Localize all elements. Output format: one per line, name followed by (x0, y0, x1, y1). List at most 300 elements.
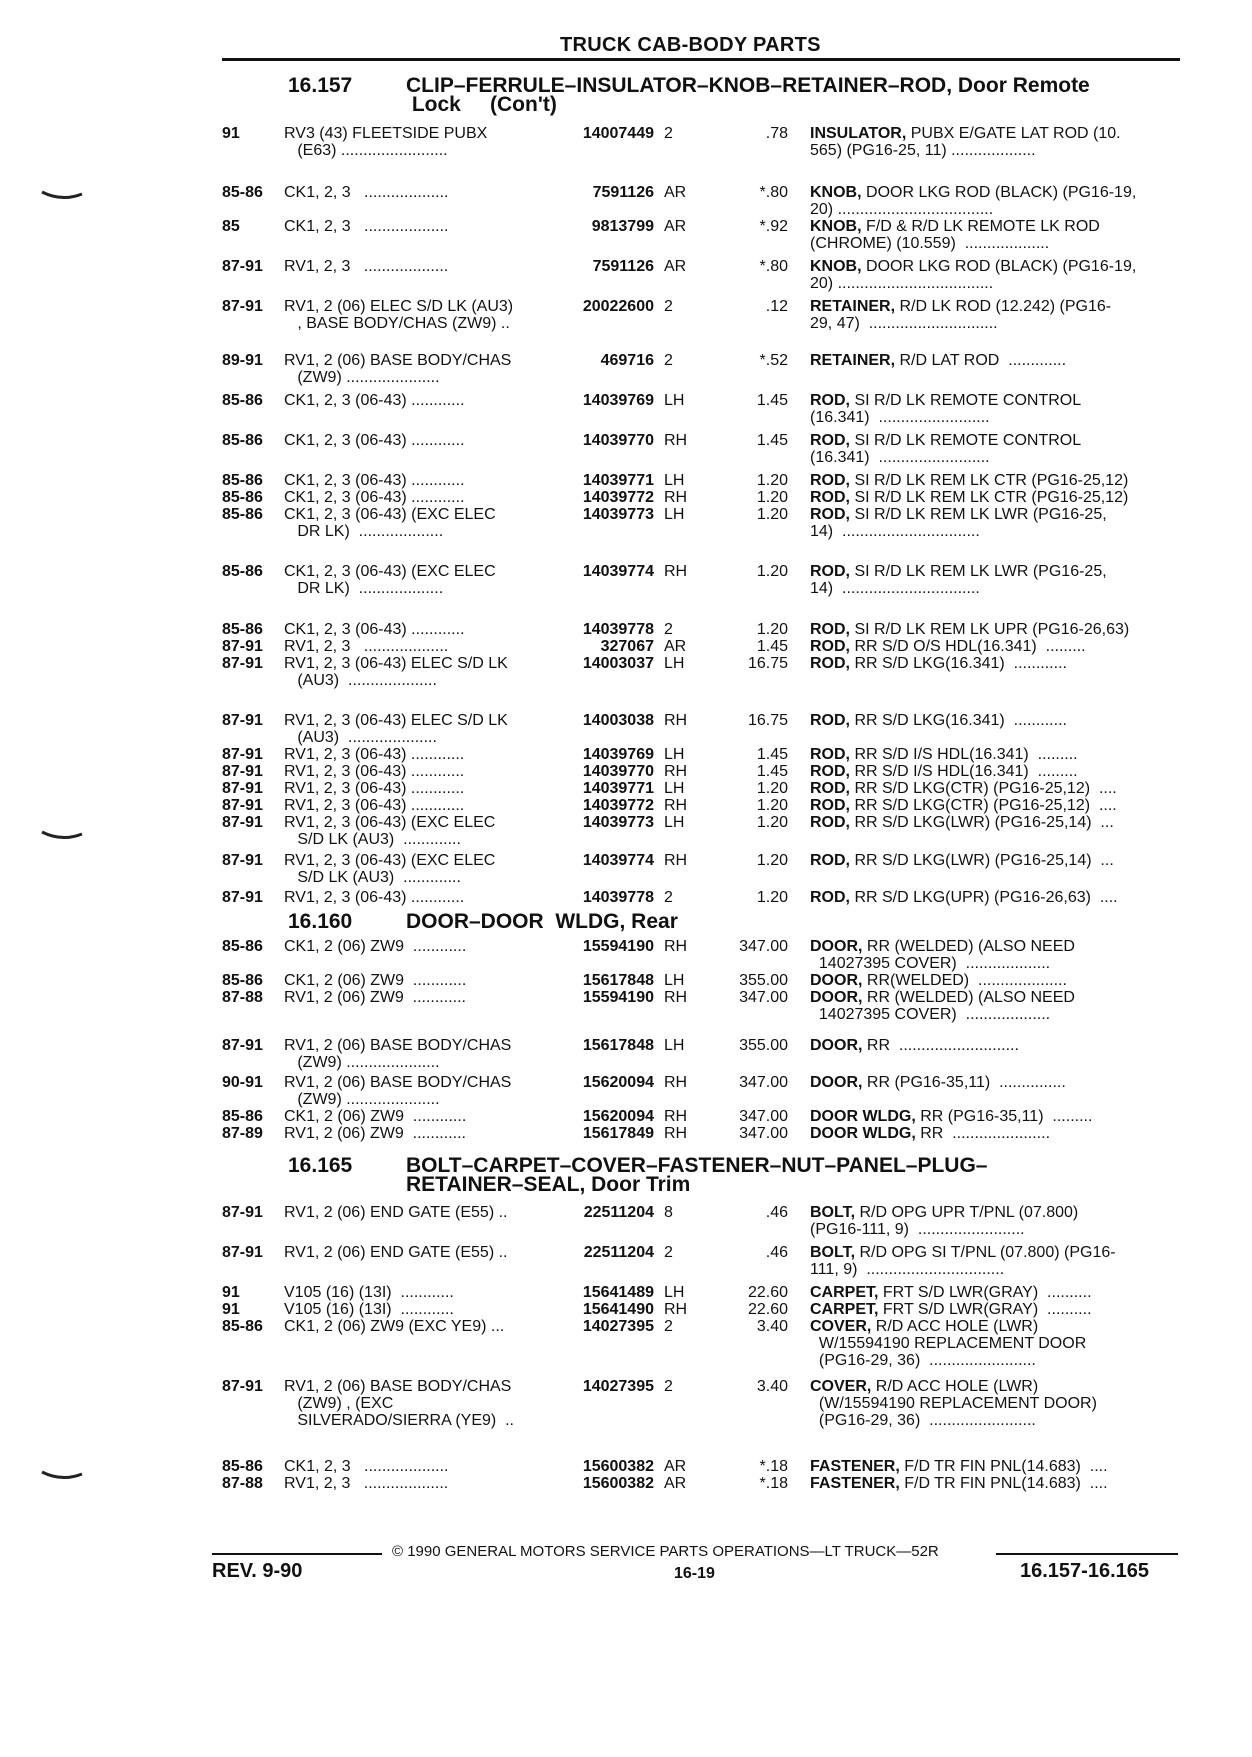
part-name: ROD, (810, 814, 850, 831)
part-number: 14039778 (582, 889, 654, 906)
part-number: 15620094 (582, 1108, 654, 1125)
price: 1.45 (756, 638, 788, 655)
quantity: LH (664, 1037, 685, 1054)
price: *.18 (759, 1475, 788, 1492)
part-detail: RR S/D I/S HDL(16.341) ......... (850, 746, 1078, 763)
part-description (810, 298, 1178, 332)
part-detail: R/D OPG SI T/PNL (07.800) (PG16- 111, 9) ............................... (810, 1244, 1116, 1278)
price: 1.20 (756, 506, 788, 523)
part-number: 14027395 (582, 1378, 654, 1395)
punch-mark-icon (40, 1470, 84, 1480)
model-years: 85-86 (222, 392, 263, 409)
quantity: AR (664, 1458, 687, 1475)
part-name: KNOB, (810, 258, 862, 275)
price: .46 (765, 1244, 788, 1261)
quantity: RH (664, 989, 688, 1006)
vehicle-application: RV1, 2 (06) BASE BODY/CHAS (ZW9) ..................... (284, 1037, 512, 1071)
part-name: ROD, (810, 780, 850, 797)
part-description (810, 852, 1178, 869)
quantity: RH (664, 1108, 688, 1125)
price: 1.20 (756, 621, 788, 638)
part-description (810, 1125, 1178, 1142)
part-name: ROD, (810, 432, 850, 449)
part-number: 14039770 (582, 763, 654, 780)
vehicle-application: RV1, 2 (06) ZW9 ............ (284, 1125, 466, 1142)
part-name: ROD, (810, 563, 850, 580)
quantity: RH (664, 763, 688, 780)
model-years: 91 (222, 125, 240, 142)
part-description (810, 989, 1178, 1023)
model-years: 87-91 (222, 1204, 263, 1221)
vehicle-application: CK1, 2, 3 ................... (284, 184, 449, 201)
quantity: AR (664, 218, 687, 235)
part-name: BOLT, (810, 1244, 856, 1261)
part-name: BOLT, (810, 1204, 856, 1221)
vehicle-application: CK1, 2 (06) ZW9 (EXC YE9) ... (284, 1318, 505, 1335)
part-number: 14039771 (582, 472, 654, 489)
part-description (810, 1318, 1178, 1369)
part-description (810, 1074, 1178, 1091)
part-detail: R/D ACC HOLE (LWR) W/15594190 REPLACEMENT DOOR (PG16-29, 36) ........................ (818, 1318, 1087, 1369)
part-name: ROD, (810, 746, 850, 763)
part-number: 15594190 (582, 989, 654, 1006)
part-detail: RR (PG16-35,11) ......... (915, 1108, 1093, 1125)
part-number: 14039769 (582, 392, 654, 409)
price: *.80 (759, 258, 788, 275)
part-description (810, 1378, 1178, 1429)
model-years: 85-86 (222, 506, 263, 523)
part-number: 14039774 (582, 563, 654, 580)
price: 355.00 (739, 972, 788, 989)
footer-rule (996, 1553, 1178, 1555)
price: 1.20 (756, 814, 788, 831)
part-number: 14007449 (582, 125, 654, 142)
quantity: 2 (664, 889, 673, 906)
price: 347.00 (739, 1125, 788, 1142)
part-description (810, 712, 1178, 729)
part-name: CARPET, (810, 1301, 879, 1318)
part-number: 14039778 (582, 621, 654, 638)
model-years: 85-86 (222, 1318, 263, 1335)
price: *.52 (759, 352, 788, 369)
vehicle-application: RV3 (43) FLEETSIDE PUBX (E63) ........................ (284, 125, 488, 159)
part-name: KNOB, (810, 218, 862, 235)
quantity: 2 (664, 125, 673, 142)
part-number: 327067 (600, 638, 654, 655)
part-detail: RR(WELDED) .................... (862, 972, 1067, 989)
part-description (810, 1108, 1178, 1125)
part-name: ROD, (810, 852, 850, 869)
part-detail: R/D OPG UPR T/PNL (07.800) (PG16-111, 9) ........................ (810, 1204, 1079, 1238)
quantity: RH (664, 938, 688, 955)
part-name: ROD, (810, 638, 850, 655)
model-years: 85-86 (222, 1458, 263, 1475)
part-number: 14039771 (582, 780, 654, 797)
vehicle-application: CK1, 2, 3 (06-43) ............ (284, 489, 465, 506)
model-years: 87-91 (222, 638, 263, 655)
quantity: LH (664, 506, 685, 523)
part-number: 20022600 (582, 298, 654, 315)
vehicle-application: CK1, 2 (06) ZW9 ............ (284, 1108, 467, 1125)
section-number: 16.160 (288, 910, 353, 933)
quantity: LH (664, 1284, 685, 1301)
part-name: ROD, (810, 763, 850, 780)
quantity: 2 (664, 1378, 673, 1395)
part-number: 14039772 (582, 489, 654, 506)
part-number: 14039773 (582, 814, 654, 831)
part-name: DOOR, (810, 1037, 863, 1054)
model-years: 87-91 (222, 1244, 263, 1261)
part-name: DOOR WLDG, (810, 1125, 916, 1142)
price: 22.60 (747, 1301, 788, 1318)
vehicle-application: RV1, 2 (06) ELEC S/D LK (AU3) , BASE BODY/CHAS (ZW9) .. (284, 298, 514, 332)
price: 1.20 (756, 852, 788, 869)
part-number: 15617848 (582, 972, 654, 989)
quantity: LH (664, 746, 685, 763)
price: 1.20 (756, 489, 788, 506)
part-name: ROD, (810, 392, 850, 409)
part-description (810, 489, 1178, 506)
part-description (810, 1475, 1178, 1492)
model-years: 87-91 (222, 712, 263, 729)
model-years: 85-86 (222, 1108, 263, 1125)
model-years: 85-86 (222, 621, 263, 638)
model-years: 87-91 (222, 258, 263, 275)
part-number: 14003037 (582, 655, 654, 672)
part-description (810, 938, 1178, 972)
model-years: 87-91 (222, 889, 263, 906)
part-number: 14039774 (582, 852, 654, 869)
model-years: 87-91 (222, 746, 263, 763)
model-years: 87-91 (222, 763, 263, 780)
price: 1.20 (756, 889, 788, 906)
part-detail: RR (WELDED) (ALSO NEED 14027395 COVER) ................... (818, 989, 1075, 1023)
part-name: DOOR, (810, 972, 863, 989)
part-detail: F/D TR FIN PNL(14.683) .... (899, 1475, 1108, 1492)
vehicle-application: RV1, 2, 3 (06-43) (EXC ELEC S/D LK (AU3) ............. (284, 814, 496, 848)
vehicle-application: RV1, 2 (06) END GATE (E55) .. (284, 1204, 508, 1221)
part-detail: RR S/D LKG(16.341) ............ (850, 712, 1067, 729)
quantity: 2 (664, 298, 673, 315)
part-number: 15617848 (582, 1037, 654, 1054)
part-number: 14003038 (582, 712, 654, 729)
price: 347.00 (739, 1074, 788, 1091)
header-rule (222, 58, 1180, 61)
part-detail: RR (PG16-35,11) ............... (862, 1074, 1066, 1091)
part-name: ROD, (810, 712, 850, 729)
model-years: 85-86 (222, 489, 263, 506)
part-detail: RR (WELDED) (ALSO NEED 14027395 COVER) ................... (818, 938, 1075, 972)
quantity: 2 (664, 1244, 673, 1261)
vehicle-application: RV1, 2, 3 (06-43) ELEC S/D LK (AU3) .................... (284, 712, 508, 746)
model-years: 85-86 (222, 563, 263, 580)
part-detail: RR S/D O/S HDL(16.341) ......... (850, 638, 1086, 655)
model-years: 87-91 (222, 797, 263, 814)
quantity: RH (664, 1125, 688, 1142)
part-description (810, 746, 1178, 763)
part-number: 15641490 (582, 1301, 654, 1318)
model-years: 89-91 (222, 352, 263, 369)
price: 1.45 (756, 763, 788, 780)
price: *.92 (759, 218, 788, 235)
part-name: COVER, (810, 1378, 872, 1395)
quantity: LH (664, 972, 685, 989)
part-number: 15641489 (582, 1284, 654, 1301)
part-description (810, 506, 1178, 540)
part-detail: RR ...................... (915, 1125, 1051, 1142)
part-number: 15594190 (582, 938, 654, 955)
model-years: 85-86 (222, 972, 263, 989)
price: 3.40 (756, 1318, 788, 1335)
part-detail: RR S/D LKG(CTR) (PG16-25,12) .... (850, 780, 1117, 797)
quantity: RH (664, 712, 688, 729)
vehicle-application: RV1, 2 (06) BASE BODY/CHAS (ZW9) , (EXC SILVERADO/SIERRA (YE9) .. (284, 1378, 514, 1429)
model-years: 85-86 (222, 184, 263, 201)
part-name: ROD, (810, 797, 850, 814)
part-number: 15617849 (582, 1125, 654, 1142)
part-number: 469716 (600, 352, 654, 369)
vehicle-application: CK1, 2, 3 (06-43) (EXC ELEC DR LK) ................... (284, 506, 496, 540)
part-description (810, 1301, 1178, 1318)
quantity: LH (664, 472, 685, 489)
vehicle-application: CK1, 2, 3 ................... (284, 218, 449, 235)
vehicle-application: RV1, 2 (06) ZW9 ............ (284, 989, 466, 1006)
quantity: RH (664, 432, 688, 449)
price: 16.75 (747, 655, 788, 672)
part-detail: RR S/D LKG(LWR) (PG16-25,14) ... (850, 852, 1114, 869)
part-description (810, 1458, 1178, 1475)
quantity: AR (664, 184, 687, 201)
model-years: 87-91 (222, 655, 263, 672)
model-years: 87-91 (222, 780, 263, 797)
model-years: 90-91 (222, 1074, 263, 1091)
part-name: FASTENER, (810, 1458, 900, 1475)
part-detail: FRT S/D LWR(GRAY) .......... (878, 1284, 1092, 1301)
part-description (810, 814, 1178, 831)
vehicle-application: RV1, 2, 3 (06-43) (EXC ELEC S/D LK (AU3) ............. (284, 852, 496, 886)
quantity: RH (664, 563, 688, 580)
part-description (810, 780, 1178, 797)
vehicle-application: RV1, 2, 3 ................... (284, 638, 449, 655)
footer-revision: REV. 9-90 (212, 1560, 303, 1582)
part-description (810, 655, 1178, 672)
part-name: RETAINER, (810, 352, 896, 369)
footer-rule (212, 1553, 382, 1555)
model-years: 87-91 (222, 1378, 263, 1395)
vehicle-application: RV1, 2, 3 (06-43) ............ (284, 797, 465, 814)
quantity: RH (664, 797, 688, 814)
part-name: ROD, (810, 655, 850, 672)
part-description (810, 763, 1178, 780)
quantity: 2 (664, 1318, 673, 1335)
part-number: 15600382 (582, 1475, 654, 1492)
part-detail: SI R/D LK REM LK LWR (PG16-25, 14) ............................... (810, 506, 1107, 540)
part-detail: R/D LAT ROD ............. (895, 352, 1067, 369)
part-name: RETAINER, (810, 298, 896, 315)
part-detail: RR ........................... (862, 1037, 1019, 1054)
quantity: AR (664, 638, 687, 655)
part-name: ROD, (810, 506, 850, 523)
punch-mark-icon (40, 830, 84, 840)
part-description (810, 258, 1178, 292)
part-description (810, 1037, 1178, 1054)
part-description (810, 1284, 1178, 1301)
vehicle-application: RV1, 2, 3 (06-43) ............ (284, 780, 465, 797)
part-description (810, 563, 1178, 597)
part-number: 15620094 (582, 1074, 654, 1091)
quantity: RH (664, 852, 688, 869)
part-number: 14039772 (582, 797, 654, 814)
part-number: 9813799 (591, 218, 654, 235)
vehicle-application: CK1, 2, 3 ................... (284, 1458, 449, 1475)
vehicle-application: CK1, 2 (06) ZW9 ............ (284, 938, 467, 955)
vehicle-application: RV1, 2, 3 (06-43) ELEC S/D LK (AU3) .................... (284, 655, 508, 689)
model-years: 87-91 (222, 852, 263, 869)
vehicle-application: CK1, 2, 3 (06-43) ............ (284, 392, 465, 409)
part-name: COVER, (810, 1318, 872, 1335)
vehicle-application: CK1, 2, 3 (06-43) (EXC ELEC DR LK) ................... (284, 563, 496, 597)
part-description (810, 472, 1178, 489)
quantity: RH (664, 489, 688, 506)
vehicle-application: CK1, 2, 3 (06-43) ............ (284, 472, 465, 489)
vehicle-application: RV1, 2 (06) BASE BODY/CHAS (ZW9) ..................... (284, 1074, 512, 1108)
model-years: 85-86 (222, 472, 263, 489)
part-detail: F/D TR FIN PNL(14.683) .... (899, 1458, 1108, 1475)
quantity: LH (664, 780, 685, 797)
part-detail: SI R/D LK REM LK UPR (PG16-26,63) (850, 621, 1130, 638)
part-name: ROD, (810, 889, 850, 906)
part-description (810, 1244, 1178, 1278)
part-detail: FRT S/D LWR(GRAY) .......... (878, 1301, 1092, 1318)
section-number: 16.165 (288, 1154, 353, 1177)
part-number: 22511204 (583, 1244, 654, 1261)
vehicle-application: CK1, 2, 3 (06-43) ............ (284, 432, 465, 449)
price: 1.20 (756, 472, 788, 489)
price: 16.75 (747, 712, 788, 729)
vehicle-application: RV1, 2, 3 (06-43) ............ (284, 763, 465, 780)
part-name: ROD, (810, 621, 850, 638)
part-number: 14039769 (582, 746, 654, 763)
part-detail: PUBX E/GATE LAT ROD (10. 565) (PG16-25, 11) ................... (810, 125, 1121, 159)
section-title: DOOR–DOOR WLDG, Rear (406, 910, 678, 933)
part-name: CARPET, (810, 1284, 879, 1301)
vehicle-application: RV1, 2 (06) END GATE (E55) .. (284, 1244, 508, 1261)
part-detail: RR S/D LKG(UPR) (PG16-26,63) .... (850, 889, 1118, 906)
part-number: 14039773 (582, 506, 654, 523)
part-number: 14039770 (582, 432, 654, 449)
price: 1.45 (756, 392, 788, 409)
price: 1.20 (756, 563, 788, 580)
vehicle-application: RV1, 2, 3 (06-43) ............ (284, 746, 465, 763)
price: 1.20 (756, 780, 788, 797)
part-detail: DOOR LKG ROD (BLACK) (PG16-19, 20) ................................... (810, 184, 1137, 218)
part-description (810, 218, 1178, 252)
price: 347.00 (739, 989, 788, 1006)
part-name: DOOR, (810, 989, 863, 1006)
part-detail: SI R/D LK REM LK CTR (PG16-25,12) (850, 489, 1129, 506)
price: *.18 (759, 1458, 788, 1475)
part-detail: F/D & R/D LK REMOTE LK ROD (CHROME) (10.559) ................... (810, 218, 1100, 252)
model-years: 87-91 (222, 298, 263, 315)
part-name: FASTENER, (810, 1475, 900, 1492)
page-header-title: TRUCK CAB-BODY PARTS (560, 34, 821, 56)
model-years: 91 (222, 1301, 240, 1318)
quantity: AR (664, 258, 687, 275)
model-years: 87-91 (222, 1037, 263, 1054)
part-description (810, 432, 1178, 466)
model-years: 91 (222, 1284, 240, 1301)
price: .46 (765, 1204, 788, 1221)
part-detail: RR S/D I/S HDL(16.341) ......... (850, 763, 1078, 780)
price: 347.00 (739, 938, 788, 955)
model-years: 87-88 (222, 1475, 263, 1492)
part-number: 22511204 (583, 1204, 654, 1221)
punch-mark-icon (40, 190, 84, 200)
quantity: AR (664, 1475, 687, 1492)
part-detail: DOOR LKG ROD (BLACK) (PG16-19, 20) ................................... (810, 258, 1137, 292)
part-number: 7591126 (592, 184, 654, 201)
price: .78 (765, 125, 788, 142)
part-detail: SI R/D LK REM LK CTR (PG16-25,12) (850, 472, 1129, 489)
part-description (810, 972, 1178, 989)
vehicle-application: CK1, 2 (06) ZW9 ............ (284, 972, 467, 989)
part-name: DOOR WLDG, (810, 1108, 916, 1125)
footer-page-number: 16-19 (674, 1565, 715, 1582)
vehicle-application: RV1, 2 (06) BASE BODY/CHAS (ZW9) ..................... (284, 352, 512, 386)
model-years: 85-86 (222, 938, 263, 955)
footer-copyright: © 1990 GENERAL MOTORS SERVICE PARTS OPERATIONS—LT TRUCK—52R (392, 1543, 939, 1560)
model-years: 87-91 (222, 814, 263, 831)
model-years: 87-89 (222, 1125, 263, 1142)
vehicle-application: RV1, 2, 3 ................... (284, 1475, 449, 1492)
quantity: LH (664, 655, 685, 672)
part-name: KNOB, (810, 184, 862, 201)
vehicle-application: V105 (16) (13I) ............ (284, 1301, 454, 1318)
part-name: ROD, (810, 472, 850, 489)
part-description (810, 1204, 1178, 1238)
price: 3.40 (756, 1378, 788, 1395)
part-detail: RR S/D LKG(16.341) ............ (850, 655, 1067, 672)
quantity: RH (664, 1301, 688, 1318)
price: 1.20 (756, 797, 788, 814)
price: 347.00 (739, 1108, 788, 1125)
model-years: 87-88 (222, 989, 263, 1006)
part-description (810, 889, 1178, 906)
quantity: RH (664, 1074, 688, 1091)
part-detail: RR S/D LKG(CTR) (PG16-25,12) .... (850, 797, 1117, 814)
model-years: 85-86 (222, 432, 263, 449)
price: 22.60 (747, 1284, 788, 1301)
price: 1.45 (756, 432, 788, 449)
part-number: 15600382 (582, 1458, 654, 1475)
section-number: 16.157 (288, 74, 353, 97)
vehicle-application: RV1, 2, 3 ................... (284, 258, 449, 275)
part-number: 7591126 (592, 258, 654, 275)
quantity: 8 (664, 1204, 673, 1221)
part-detail: R/D ACC HOLE (LWR) (W/15594190 REPLACEMENT DOOR) (PG16-29, 36) ........................ (818, 1378, 1097, 1429)
part-name: DOOR, (810, 938, 863, 955)
part-detail: SI R/D LK REMOTE CONTROL (16.341) ......................... (810, 392, 1082, 426)
part-number: 14027395 (582, 1318, 654, 1335)
part-detail: RR S/D LKG(LWR) (PG16-25,14) ... (850, 814, 1114, 831)
part-description (810, 352, 1178, 369)
vehicle-application: V105 (16) (13I) ............ (284, 1284, 454, 1301)
section-title: CLIP–FERRULE–INSULATOR–KNOB–RETAINER–ROD, Door Remote Lock (Con't) (406, 74, 1090, 116)
part-name: DOOR, (810, 1074, 863, 1091)
part-detail: R/D LK ROD (12.242) (PG16- 29, 47) ............................. (810, 298, 1112, 332)
quantity: LH (664, 814, 685, 831)
model-years: 85 (222, 218, 240, 235)
